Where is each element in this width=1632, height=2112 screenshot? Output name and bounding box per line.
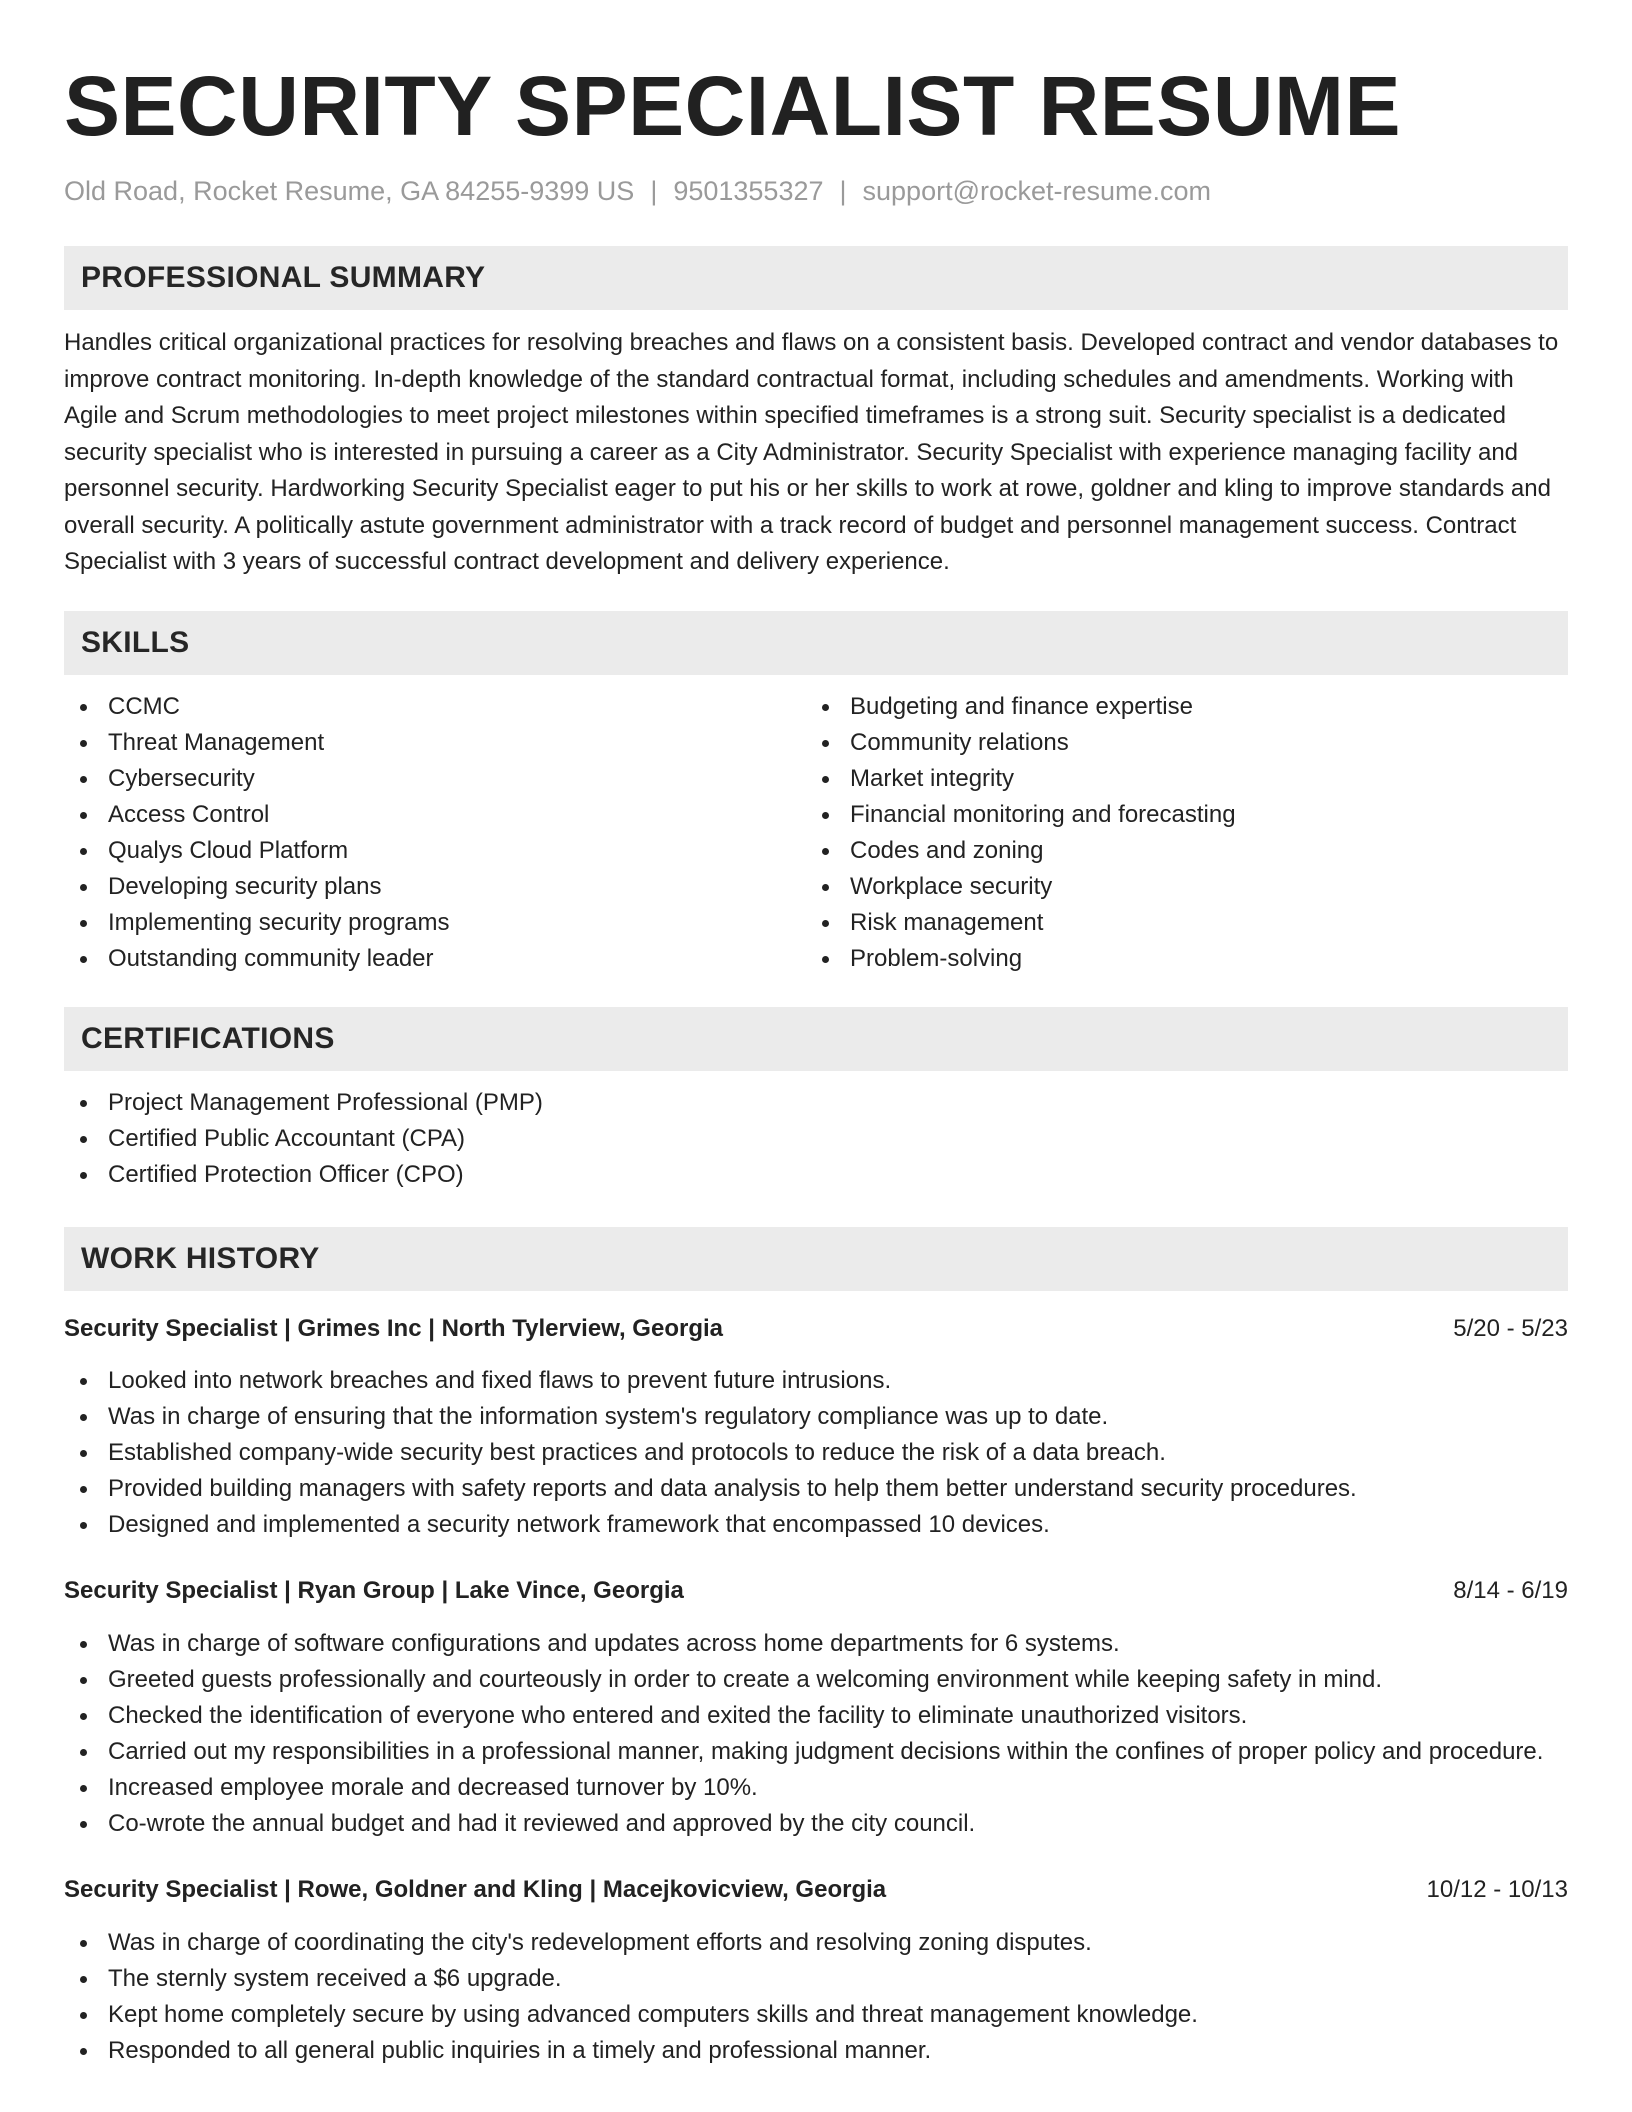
contact-separator: |: [839, 176, 847, 206]
skill-item: Budgeting and finance expertise: [806, 689, 1548, 725]
skill-item: Threat Management: [64, 725, 806, 761]
job-title: Security Specialist | Rowe, Goldner and Kling | Macejkovicview, Georgia: [64, 1875, 887, 1903]
certification-item: Certified Public Accountant (CPA): [64, 1121, 1568, 1157]
summary-text: Handles critical organizational practices for resolving breaches and flaws on a consistent basis. Developed contract and vendor databases to improve contract monitoring. In-depth knowledge of the standard contractual format, including schedules and amendments. Working with Agile and Scrum methodologies to meet project milestones within specified timeframes is a strong suit. Security specialist is a dedicated security specialist who is interested in pursuing a career as a City Administrator. Security Specialist with experience managing facility and personnel security. Hardworking Security Specialist eager to put his or her skills to work at rowe, goldner and kling to improve standards and overall security. A politically astute government administrator with a track record of budget and personnel management success. Contract Specialist with 3 years of successful contract development and delivery experience.: [64, 329, 1559, 575]
job-bullet: Looked into network breaches and fixed flaws to prevent future intrusions.: [64, 1363, 1568, 1399]
skill-item: CCMC: [64, 689, 806, 725]
job-bullet: Established company-wide security best practices and protocols to reduce the risk of a data breach.: [64, 1435, 1568, 1471]
job-bullet: Increased employee morale and decreased turnover by 10%.: [64, 1770, 1568, 1806]
skill-item: Developing security plans: [64, 869, 806, 905]
skill-item: Risk management: [806, 905, 1548, 941]
job-bullet: Was in charge of coordinating the city's redevelopment efforts and resolving zoning disputes.: [64, 1925, 1568, 1961]
skills-section: [64, 611, 1568, 977]
skills-list-left: [64, 689, 806, 977]
job-bullet: Designed and implemented a security network framework that encompassed 10 devices.: [64, 1507, 1568, 1543]
contact-phone: 9501355327: [673, 176, 824, 206]
job-entry: [64, 1573, 1568, 1842]
certifications-section: [64, 1007, 1568, 1193]
skill-item: Community relations: [806, 725, 1548, 761]
job-header: [64, 1311, 1568, 1347]
skills-columns: [64, 689, 1568, 977]
skill-item: Problem-solving: [806, 941, 1548, 977]
job-bullet: The sternly system received a $6 upgrade.: [64, 1961, 1568, 1997]
skills-list-right: [806, 689, 1548, 977]
contact-separator: |: [650, 176, 658, 206]
certifications-list: [64, 1085, 1568, 1193]
job-bullet: Greeted guests professionally and courteously in order to create a welcoming environment while keeping safety in mind.: [64, 1662, 1568, 1698]
skills-heading: SKILLS: [64, 611, 1568, 675]
job-bullets: [64, 1363, 1568, 1543]
job-header: [64, 1573, 1568, 1609]
skill-item: Market integrity: [806, 761, 1548, 797]
contact-email: support@rocket-resume.com: [862, 176, 1212, 206]
summary-heading: PROFESSIONAL SUMMARY: [64, 246, 1568, 310]
job-entry: [64, 1311, 1568, 1543]
resume-title: SECURITY SPECIALIST RESUME: [64, 59, 1401, 153]
skill-item: Access Control: [64, 797, 806, 833]
job-bullet: Was in charge of software configurations and updates across home departments for 6 systems.: [64, 1626, 1568, 1662]
work-history-heading: WORK HISTORY: [64, 1227, 1568, 1291]
contact-address: Old Road, Rocket Resume, GA 84255-9399 US: [64, 176, 635, 206]
summary-section: [64, 246, 1568, 581]
resume-page: [64, 0, 1568, 2069]
job-entry: [64, 1872, 1568, 2069]
skill-item: Qualys Cloud Platform: [64, 833, 806, 869]
job-header: [64, 1872, 1568, 1908]
job-bullets: [64, 1626, 1568, 1842]
job-dates: 5/20 - 5/23: [1453, 1314, 1568, 1342]
certifications-heading: CERTIFICATIONS: [64, 1007, 1568, 1071]
skill-item: Outstanding community leader: [64, 941, 806, 977]
job-bullet: Kept home completely secure by using advanced computers skills and threat management knowledge.: [64, 1997, 1568, 2033]
job-bullet: Carried out my responsibilities in a professional manner, making judgment decisions within the confines of proper policy and procedure.: [64, 1734, 1568, 1770]
job-bullet: Responded to all general public inquiries in a timely and professional manner.: [64, 2033, 1568, 2069]
work-history-section: [64, 1227, 1568, 2069]
certification-item: Project Management Professional (PMP): [64, 1085, 1568, 1121]
job-title: Security Specialist | Grimes Inc | North Tylerview, Georgia: [64, 1314, 723, 1342]
job-bullet: Checked the identification of everyone who entered and exited the facility to eliminate unauthorized visitors.: [64, 1698, 1568, 1734]
contact-line: [64, 174, 1568, 208]
job-bullet: Provided building managers with safety reports and data analysis to help them better understand security procedures.: [64, 1471, 1568, 1507]
job-dates: 8/14 - 6/19: [1453, 1576, 1568, 1604]
skill-item: Implementing security programs: [64, 905, 806, 941]
job-dates: 10/12 - 10/13: [1426, 1875, 1568, 1903]
job-bullets: [64, 1925, 1568, 2069]
skill-item: Workplace security: [806, 869, 1548, 905]
skill-item: Financial monitoring and forecasting: [806, 797, 1548, 833]
certification-item: Certified Protection Officer (CPO): [64, 1157, 1568, 1193]
job-bullet: Co-wrote the annual budget and had it reviewed and approved by the city council.: [64, 1806, 1568, 1842]
job-bullet: Was in charge of ensuring that the information system's regulatory compliance was up to date.: [64, 1399, 1568, 1435]
skill-item: Codes and zoning: [806, 833, 1548, 869]
job-title: Security Specialist | Ryan Group | Lake Vince, Georgia: [64, 1576, 684, 1604]
skill-item: Cybersecurity: [64, 761, 806, 797]
